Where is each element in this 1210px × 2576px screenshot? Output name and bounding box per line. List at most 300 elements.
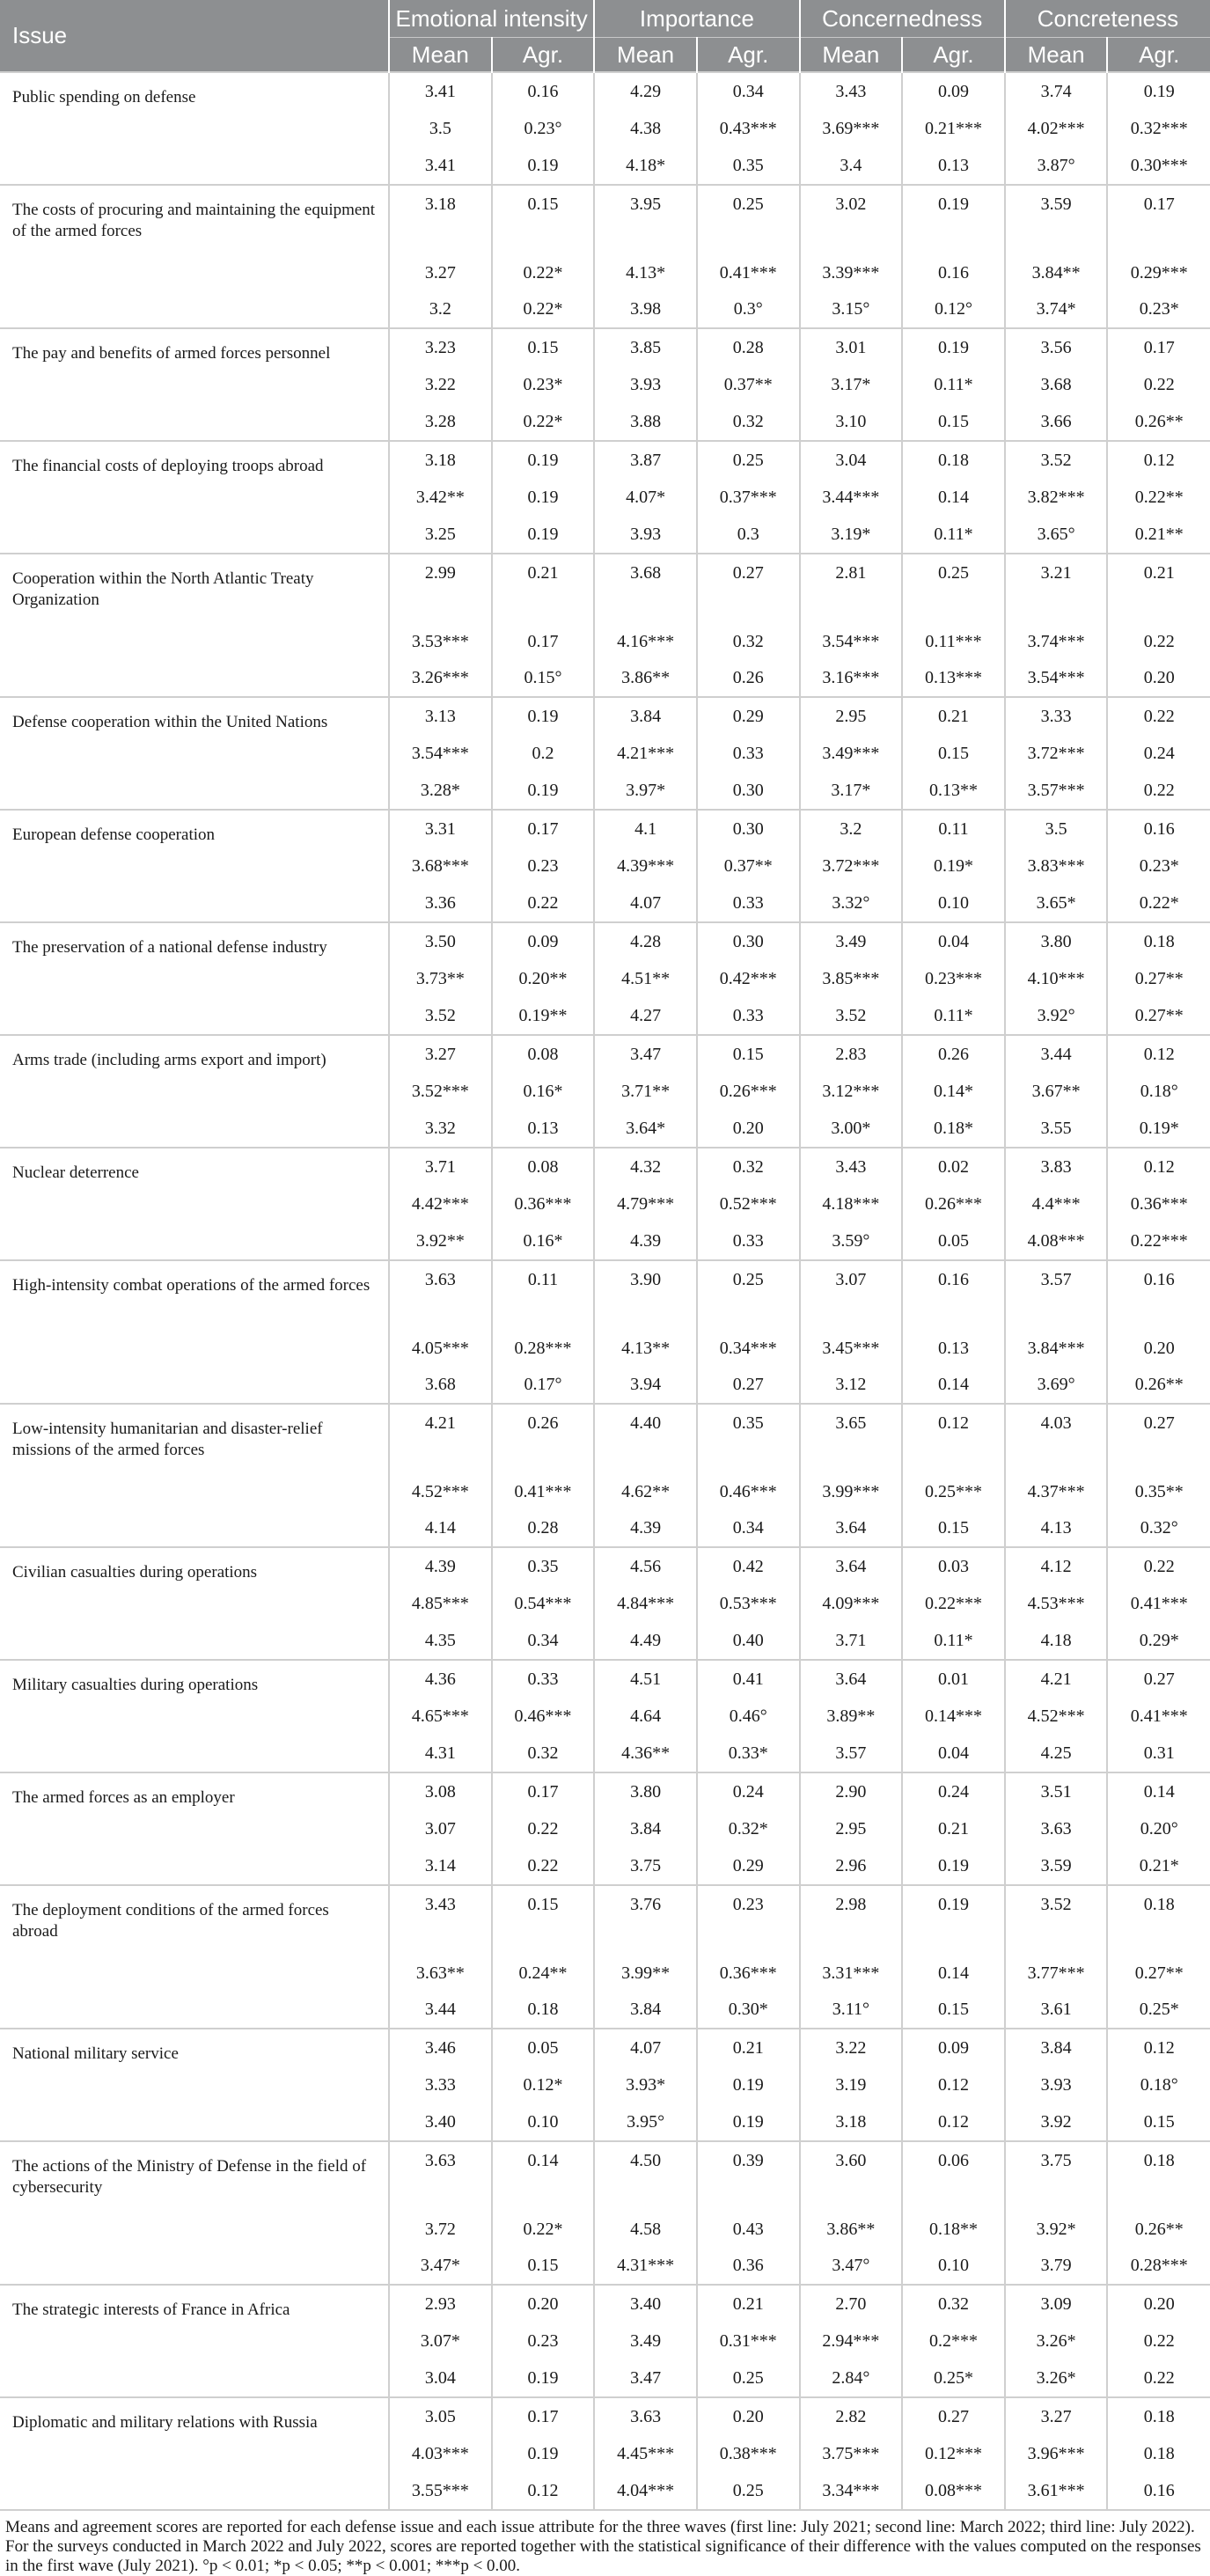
agr-cell: 0.26	[492, 1404, 595, 1442]
agr-cell: 0.01	[902, 1660, 1005, 1698]
agr-cell: 0.13	[492, 1110, 595, 1148]
agr-cell: 0.17	[1107, 328, 1210, 366]
agr-cell: 0.12	[1107, 441, 1210, 479]
agr-cell: 0.15	[902, 1991, 1005, 2029]
agr-cell: 0.22	[1107, 366, 1210, 403]
agr-cell: 0.16	[1107, 810, 1210, 848]
table-row	[0, 1885, 1210, 1923]
mean-cell: 3.93	[594, 366, 697, 403]
mean-cell: 3.31***	[800, 1923, 903, 1991]
agr-cell: 0.23*	[492, 366, 595, 403]
mean-cell: 2.70	[800, 2285, 903, 2323]
agr-cell: 0.27	[697, 1366, 800, 1404]
mean-cell: 3.66	[1005, 403, 1108, 441]
mean-cell: 3.32°	[800, 884, 903, 922]
agr-cell: 0.33	[697, 735, 800, 772]
mean-cell: 3.69°	[1005, 1366, 1108, 1404]
agr-cell: 0.23***	[902, 960, 1005, 997]
mean-cell: 3.88	[594, 403, 697, 441]
mean-cell: 3.54***	[389, 735, 492, 772]
agr-cell: 0.13**	[902, 772, 1005, 810]
mean-cell: 3.96***	[1005, 2435, 1108, 2472]
mean-cell: 4.14	[389, 1509, 492, 1547]
agr-cell: 0.12	[902, 2103, 1005, 2141]
mean-cell: 4.13**	[594, 1298, 697, 1366]
mean-cell: 4.05***	[389, 1298, 492, 1366]
agr-cell: 0.21	[902, 697, 1005, 735]
issue-name-cell: National military service	[0, 2029, 389, 2141]
mean-cell: 3.74***	[1005, 591, 1108, 659]
mean-cell: 3.75***	[800, 2435, 903, 2472]
agr-cell: 0.15	[492, 328, 595, 366]
agr-cell: 0.20	[1107, 1298, 1210, 1366]
agr-cell: 0.19	[697, 2103, 800, 2141]
mean-cell: 3.57	[800, 1735, 903, 1772]
mean-cell: 4.37***	[1005, 1442, 1108, 1509]
mean-cell: 3.79	[1005, 2247, 1108, 2285]
agr-cell: 0.14*	[902, 1073, 1005, 1110]
agr-cell: 0.22*	[492, 403, 595, 441]
issue-name-cell: Low-intensity humanitarian and disaster-relief missions of the armed forces	[0, 1404, 389, 1547]
mean-cell: 4.36	[389, 1660, 492, 1698]
mean-cell: 4.52***	[389, 1442, 492, 1509]
agr-cell: 0.15	[492, 185, 595, 223]
agr-cell: 0.17	[492, 2397, 595, 2435]
mean-cell: 3.84	[594, 1991, 697, 2029]
agr-cell: 0.17°	[492, 1366, 595, 1404]
mean-cell: 2.99	[389, 554, 492, 591]
agr-cell: 0.22*	[1107, 884, 1210, 922]
mean-cell: 4.39	[594, 1509, 697, 1547]
agr-cell: 0.20	[697, 1110, 800, 1148]
table-row	[0, 2397, 1210, 2435]
mean-cell: 3.57***	[1005, 772, 1108, 810]
agr-cell: 0.30***	[1107, 147, 1210, 185]
mean-cell: 3.69***	[800, 110, 903, 147]
agr-cell: 0.14	[902, 1923, 1005, 1991]
mean-cell: 3.98	[594, 290, 697, 328]
agr-cell: 0.10	[902, 2247, 1005, 2285]
agr-cell: 0.40	[697, 1622, 800, 1660]
agr-cell: 0.17	[492, 1772, 595, 1810]
agr-cell: 0.23	[697, 1885, 800, 1923]
agr-cell: 0.09	[492, 922, 595, 960]
mean-cell: 4.07	[594, 884, 697, 922]
agr-cell: 0.32***	[1107, 110, 1210, 147]
mean-cell: 3.93	[1005, 2066, 1108, 2103]
agr-cell: 0.23*	[1107, 848, 1210, 884]
mean-cell: 3.10	[800, 403, 903, 441]
mean-cell: 3.27	[389, 1035, 492, 1073]
agr-cell: 0.10	[492, 2103, 595, 2141]
agr-cell: 0.19	[902, 1885, 1005, 1923]
mean-cell: 3.31	[389, 810, 492, 848]
agr-cell: 0.09	[902, 72, 1005, 110]
mean-cell: 4.28	[594, 922, 697, 960]
mean-cell: 3.42**	[389, 479, 492, 516]
mean-cell: 4.79***	[594, 1185, 697, 1222]
agr-cell: 0.16	[902, 1260, 1005, 1298]
agr-cell: 0.28	[492, 1509, 595, 1547]
mean-cell: 4.56	[594, 1547, 697, 1585]
agr-cell: 0.12*	[492, 2066, 595, 2103]
mean-cell: 3.65	[800, 1404, 903, 1442]
issue-name-cell: The financial costs of deploying troops abroad	[0, 441, 389, 554]
agr-cell: 0.09	[902, 2029, 1005, 2066]
agr-cell: 0.24	[1107, 735, 1210, 772]
agr-cell: 0.03	[902, 1547, 1005, 1585]
agr-cell: 0.30	[697, 922, 800, 960]
mean-cell: 3.84	[594, 697, 697, 735]
mean-cell: 3.60	[800, 2141, 903, 2179]
mean-cell: 3.27	[389, 223, 492, 290]
agr-cell: 0.21	[697, 2029, 800, 2066]
agr-cell: 0.30	[697, 772, 800, 810]
mean-cell: 4.13	[1005, 1509, 1108, 1547]
mean-cell: 3.77***	[1005, 1923, 1108, 1991]
mean-cell: 3.63	[389, 1260, 492, 1298]
agr-cell: 0.20	[697, 2397, 800, 2435]
mean-cell: 3.92**	[389, 1222, 492, 1260]
agr-subheader: Agr.	[902, 38, 1005, 73]
agr-cell: 0.30	[697, 810, 800, 848]
issue-name-cell: Arms trade (including arms export and import)	[0, 1035, 389, 1148]
issue-name-cell: High-intensity combat operations of the armed forces	[0, 1260, 389, 1404]
mean-cell: 3.84***	[1005, 1298, 1108, 1366]
mean-cell: 3.64	[800, 1509, 903, 1547]
agr-cell: 0.25	[697, 2359, 800, 2397]
mean-cell: 3.52	[800, 997, 903, 1035]
mean-cell: 3.43	[800, 72, 903, 110]
mean-cell: 4.50	[594, 2141, 697, 2179]
mean-cell: 4.18*	[594, 147, 697, 185]
mean-subheader: Mean	[389, 38, 492, 73]
mean-cell: 2.90	[800, 1772, 903, 1810]
mean-cell: 3.40	[594, 2285, 697, 2323]
agr-cell: 0.27**	[1107, 960, 1210, 997]
agr-cell: 0.32	[697, 1148, 800, 1185]
agr-cell: 0.22*	[492, 290, 595, 328]
agr-cell: 0.15	[902, 735, 1005, 772]
agr-cell: 0.11*	[902, 516, 1005, 554]
mean-cell: 3.12	[800, 1366, 903, 1404]
mean-cell: 3.61***	[1005, 2472, 1108, 2509]
mean-cell: 3.71**	[594, 1073, 697, 1110]
issue-name-cell: European defense cooperation	[0, 810, 389, 922]
agr-cell: 0.15	[1107, 2103, 1210, 2141]
mean-cell: 3.51	[1005, 1772, 1108, 1810]
mean-cell: 4.21	[1005, 1660, 1108, 1698]
agr-cell: 0.19	[1107, 72, 1210, 110]
agr-cell: 0.34***	[697, 1298, 800, 1366]
mean-cell: 3.40	[389, 2103, 492, 2141]
table-row	[0, 1260, 1210, 1298]
agr-cell: 0.16	[492, 72, 595, 110]
mean-cell: 2.83	[800, 1035, 903, 1073]
agr-cell: 0.15	[902, 403, 1005, 441]
mean-cell: 4.07*	[594, 479, 697, 516]
mean-cell: 4.49	[594, 1622, 697, 1660]
agr-cell: 0.22	[1107, 591, 1210, 659]
emotional-intensity-header: Emotional intensity	[389, 0, 594, 38]
mean-cell: 3.85***	[800, 960, 903, 997]
agr-cell: 0.23	[492, 2323, 595, 2359]
mean-cell: 4.39	[389, 1547, 492, 1585]
mean-cell: 3.01	[800, 328, 903, 366]
mean-cell: 3.36	[389, 884, 492, 922]
agr-cell: 0.22	[1107, 1547, 1210, 1585]
mean-cell: 2.96	[800, 1847, 903, 1885]
agr-subheader: Agr.	[1107, 38, 1210, 73]
agr-cell: 0.31	[1107, 1735, 1210, 1772]
agr-cell: 0.14	[1107, 1772, 1210, 1810]
mean-cell: 3.15°	[800, 290, 903, 328]
mean-cell: 3.84	[594, 1810, 697, 1847]
table-row	[0, 2285, 1210, 2323]
issue-name-cell: The actions of the Ministry of Defense in the field of cybersecurity	[0, 2141, 389, 2285]
mean-cell: 3.93	[594, 516, 697, 554]
agr-cell: 0.39	[697, 2141, 800, 2179]
agr-cell: 0.15	[902, 1509, 1005, 1547]
issue-name-cell: The pay and benefits of armed forces personnel	[0, 328, 389, 441]
mean-cell: 3.07	[389, 1810, 492, 1847]
agr-cell: 0.19	[492, 772, 595, 810]
agr-cell: 0.41***	[697, 223, 800, 290]
agr-cell: 0.19	[902, 185, 1005, 223]
mean-cell: 3.54***	[1005, 659, 1108, 697]
mean-cell: 3.43	[389, 1885, 492, 1923]
mean-cell: 4.39	[594, 1222, 697, 1260]
mean-cell: 3.65*	[1005, 884, 1108, 922]
mean-cell: 4.18	[1005, 1622, 1108, 1660]
mean-cell: 3.34***	[800, 2472, 903, 2509]
agr-cell: 0.18	[492, 1991, 595, 2029]
agr-cell: 0.25*	[902, 2359, 1005, 2397]
agr-cell: 0.12	[492, 2472, 595, 2509]
agr-cell: 0.22	[1107, 772, 1210, 810]
agr-cell: 0.18°	[1107, 1073, 1210, 1110]
importance-header: Importance	[594, 0, 799, 38]
mean-cell: 3.22	[389, 366, 492, 403]
mean-cell: 3.47	[594, 1035, 697, 1073]
issue-name-cell: The preservation of a national defense industry	[0, 922, 389, 1035]
concreteness-header: Concreteness	[1005, 0, 1210, 38]
mean-cell: 3.68	[1005, 366, 1108, 403]
mean-cell: 3.83	[1005, 1148, 1108, 1185]
mean-cell: 3.67**	[1005, 1073, 1108, 1110]
mean-cell: 2.84°	[800, 2359, 903, 2397]
mean-cell: 3.92*	[1005, 2179, 1108, 2247]
agr-cell: 0.06	[902, 2141, 1005, 2179]
mean-cell: 3.52***	[389, 1073, 492, 1110]
mean-cell: 3.68	[594, 554, 697, 591]
mean-cell: 3.84	[1005, 2029, 1108, 2066]
agr-cell: 0.52***	[697, 1185, 800, 1222]
agr-cell: 0.33	[697, 1222, 800, 1260]
mean-cell: 3.87°	[1005, 147, 1108, 185]
agr-cell: 0.16	[1107, 2472, 1210, 2509]
mean-cell: 3.68***	[389, 848, 492, 884]
mean-cell: 3.93*	[594, 2066, 697, 2103]
mean-cell: 3.28*	[389, 772, 492, 810]
mean-cell: 3.2	[800, 810, 903, 848]
agr-cell: 0.32	[697, 591, 800, 659]
agr-cell: 0.25	[697, 2472, 800, 2509]
agr-cell: 0.22	[492, 1810, 595, 1847]
agr-cell: 0.53***	[697, 1585, 800, 1622]
agr-cell: 0.36***	[697, 1923, 800, 1991]
agr-cell: 0.14***	[902, 1698, 1005, 1735]
mean-cell: 3.08	[389, 1772, 492, 1810]
mean-cell: 3.63	[389, 2141, 492, 2179]
mean-cell: 3.55	[1005, 1110, 1108, 1148]
agr-cell: 0.35	[492, 1547, 595, 1585]
agr-cell: 0.35	[697, 1404, 800, 1442]
agr-cell: 0.12	[1107, 1148, 1210, 1185]
mean-cell: 3.17*	[800, 772, 903, 810]
mean-cell: 3.87	[594, 441, 697, 479]
mean-cell: 3.41	[389, 72, 492, 110]
mean-cell: 4.03	[1005, 1404, 1108, 1442]
table-body	[0, 72, 1210, 2509]
mean-cell: 3.74*	[1005, 290, 1108, 328]
mean-cell: 3.72***	[1005, 735, 1108, 772]
agr-cell: 0.12°	[902, 290, 1005, 328]
agr-cell: 0.26**	[1107, 1366, 1210, 1404]
mean-cell: 3.95°	[594, 2103, 697, 2141]
mean-subheader: Mean	[594, 38, 697, 73]
mean-cell: 3.44***	[800, 479, 903, 516]
agr-cell: 0.18	[902, 441, 1005, 479]
mean-cell: 3.64	[800, 1660, 903, 1698]
agr-cell: 0.21	[697, 2285, 800, 2323]
mean-cell: 3.49	[800, 922, 903, 960]
agr-cell: 0.41***	[1107, 1585, 1210, 1622]
agr-cell: 0.14	[492, 2141, 595, 2179]
agr-cell: 0.22	[492, 1847, 595, 1885]
agr-cell: 0.13	[902, 1298, 1005, 1366]
agr-cell: 0.18	[1107, 1885, 1210, 1923]
mean-cell: 3.73**	[389, 960, 492, 997]
mean-cell: 3.68	[389, 1366, 492, 1404]
mean-cell: 3.18	[800, 2103, 903, 2141]
agr-cell: 0.22	[1107, 2359, 1210, 2397]
agr-cell: 0.14	[902, 479, 1005, 516]
agr-cell: 0.08	[492, 1148, 595, 1185]
mean-cell: 3.64*	[594, 1110, 697, 1148]
issue-name-cell: Civilian casualties during operations	[0, 1547, 389, 1660]
mean-cell: 3.64	[800, 1547, 903, 1585]
issue-name-cell: The armed forces as an employer	[0, 1772, 389, 1885]
agr-cell: 0.37**	[697, 848, 800, 884]
agr-cell: 0.16	[902, 223, 1005, 290]
mean-cell: 3.86**	[800, 2179, 903, 2247]
agr-cell: 0.54***	[492, 1585, 595, 1622]
mean-cell: 3.65°	[1005, 516, 1108, 554]
mean-cell: 3.75	[1005, 2141, 1108, 2179]
agr-cell: 0.08	[492, 1035, 595, 1073]
mean-cell: 3.99***	[800, 1442, 903, 1509]
agr-cell: 0.15	[697, 1035, 800, 1073]
mean-cell: 4.1	[594, 810, 697, 848]
table-row	[0, 1660, 1210, 1698]
agr-cell: 0.20	[1107, 659, 1210, 697]
mean-cell: 3.75	[594, 1847, 697, 1885]
agr-cell: 0.27	[697, 554, 800, 591]
header-row-groups	[0, 0, 1210, 38]
table-row	[0, 1404, 1210, 1442]
mean-cell: 3.44	[1005, 1035, 1108, 1073]
agr-cell: 0.33	[697, 997, 800, 1035]
table-row	[0, 2141, 1210, 2179]
mean-cell: 3.14	[389, 1847, 492, 1885]
agr-cell: 0.22**	[1107, 479, 1210, 516]
table-row	[0, 2029, 1210, 2066]
mean-cell: 3.54***	[800, 591, 903, 659]
agr-cell: 0.19	[492, 2359, 595, 2397]
agr-cell: 0.11*	[902, 1622, 1005, 1660]
mean-cell: 3.26*	[1005, 2323, 1108, 2359]
agr-cell: 0.43	[697, 2179, 800, 2247]
mean-cell: 3.44	[389, 1991, 492, 2029]
agr-cell: 0.22*	[492, 223, 595, 290]
agr-cell: 0.11	[902, 810, 1005, 848]
mean-cell: 3.56	[1005, 328, 1108, 366]
agr-cell: 0.05	[902, 1222, 1005, 1260]
mean-cell: 3.82***	[1005, 479, 1108, 516]
mean-subheader: Mean	[1005, 38, 1108, 73]
mean-cell: 4.45***	[594, 2435, 697, 2472]
agr-cell: 0.19*	[1107, 1110, 1210, 1148]
agr-cell: 0.18**	[902, 2179, 1005, 2247]
agr-cell: 0.25	[697, 185, 800, 223]
mean-cell: 2.98	[800, 1885, 903, 1923]
mean-cell: 3.47*	[389, 2247, 492, 2285]
agr-cell: 0.42***	[697, 960, 800, 997]
agr-cell: 0.32	[697, 403, 800, 441]
mean-cell: 3.94	[594, 1366, 697, 1404]
agr-cell: 0.34	[697, 72, 800, 110]
agr-cell: 0.35	[697, 147, 800, 185]
mean-cell: 3.47	[594, 2359, 697, 2397]
agr-cell: 0.36***	[492, 1185, 595, 1222]
agr-cell: 0.16	[1107, 1260, 1210, 1298]
agr-cell: 0.19	[492, 147, 595, 185]
agr-cell: 0.22*	[492, 2179, 595, 2247]
mean-cell: 4.13*	[594, 223, 697, 290]
agr-cell: 0.41	[697, 1660, 800, 1698]
mean-cell: 3.13	[389, 697, 492, 735]
mean-cell: 3.83***	[1005, 848, 1108, 884]
mean-cell: 3.71	[800, 1622, 903, 1660]
mean-cell: 3.99**	[594, 1923, 697, 1991]
agr-cell: 0.3°	[697, 290, 800, 328]
agr-cell: 0.14	[902, 1366, 1005, 1404]
mean-cell: 3.16***	[800, 659, 903, 697]
mean-cell: 2.95	[800, 697, 903, 735]
agr-cell: 0.27**	[1107, 1923, 1210, 1991]
mean-cell: 4.21	[389, 1404, 492, 1442]
agr-cell: 0.25	[697, 1260, 800, 1298]
mean-cell: 4.38	[594, 110, 697, 147]
agr-cell: 0.41***	[1107, 1698, 1210, 1735]
agr-cell: 0.19	[492, 697, 595, 735]
agr-cell: 0.12	[902, 2066, 1005, 2103]
mean-cell: 3.43	[800, 1148, 903, 1185]
mean-cell: 3.52	[1005, 441, 1108, 479]
agr-cell: 0.30*	[697, 1991, 800, 2029]
agr-cell: 0.33*	[697, 1735, 800, 1772]
